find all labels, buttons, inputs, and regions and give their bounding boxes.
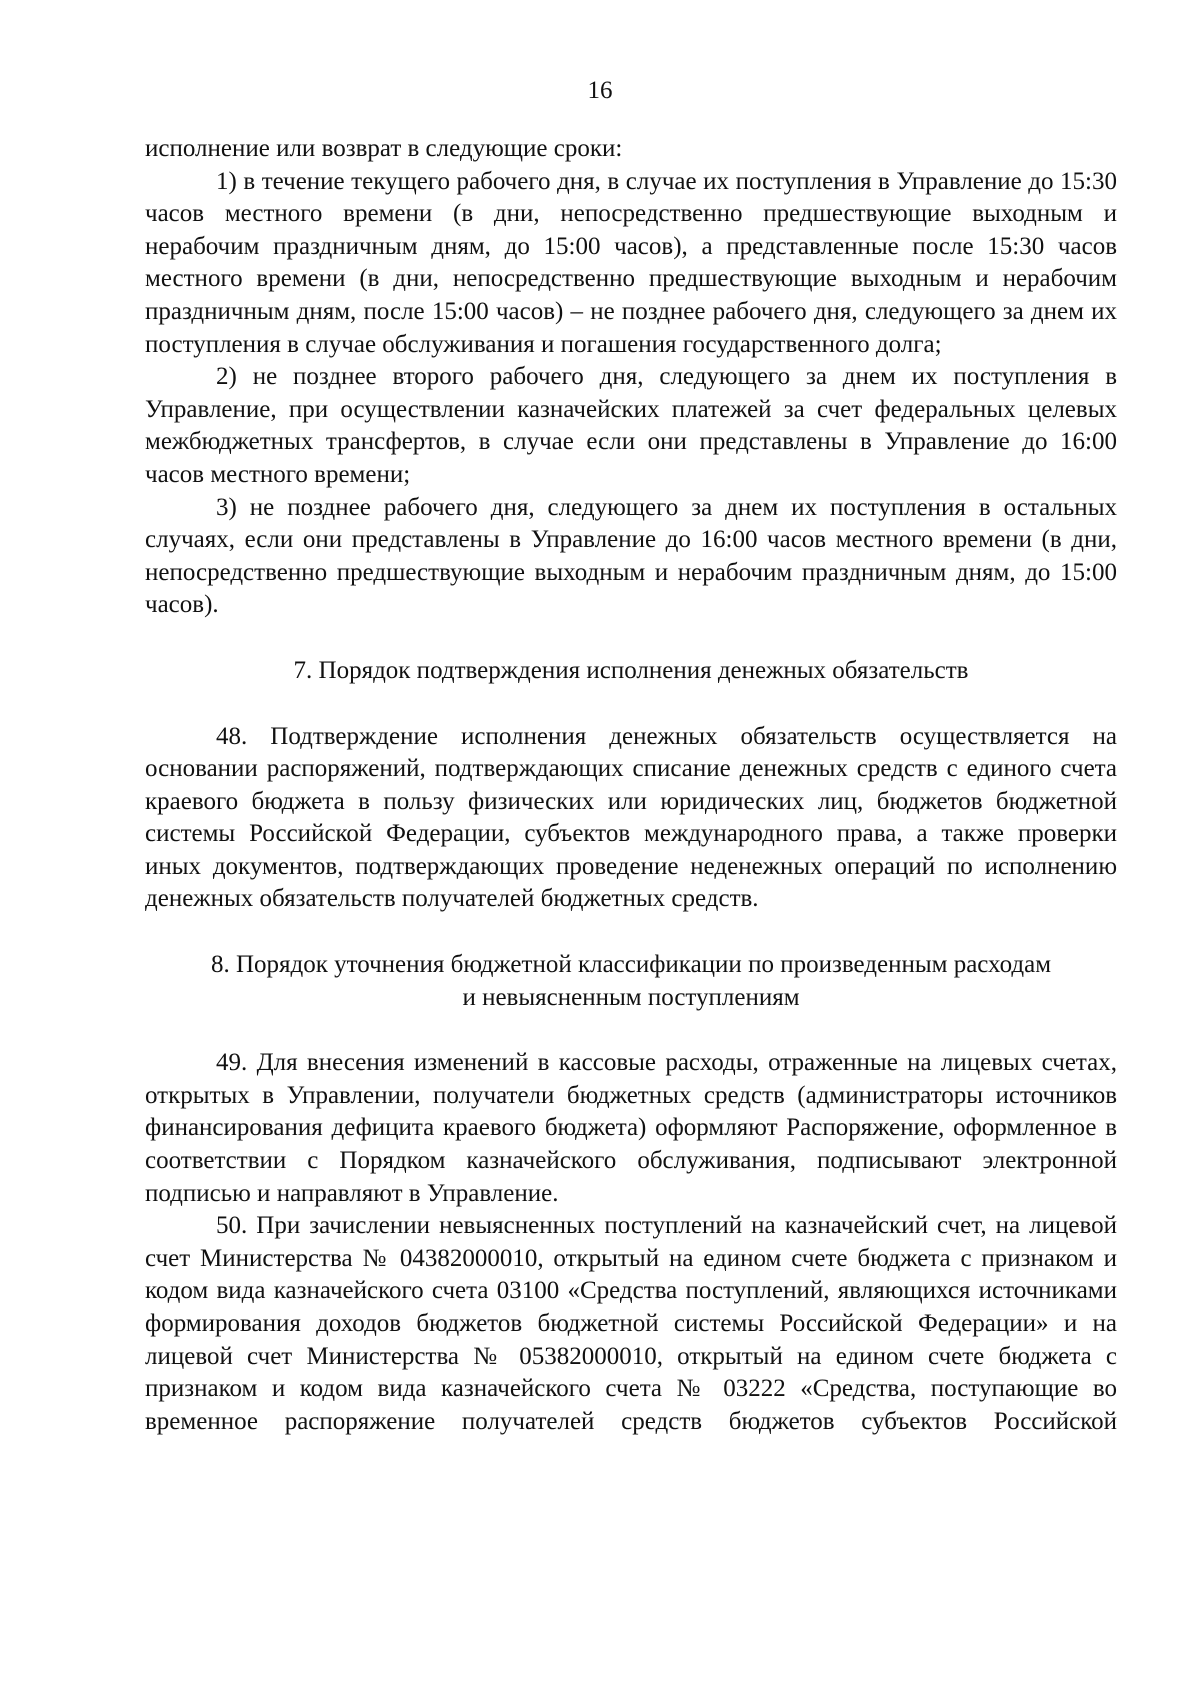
paragraph-50: 50. При зачислении невыясненных поступлений на казначейский счет, на лицевой счет Министерства № 04382000010, открытый на едином счете бюджета с признаком и кодом вида казначейского счета 03100 «Средства поступлений, являющихся источниками формирования доходов бюджетов бюджетной системы Российской Федерации» и на лицевой счет Министерства № 05382000010, открытый на едином счете бюджета с признаком и кодом вида казначейского счета № 03222 «Средства, поступающие во временное распоряжение получателей средств бюджетов субъектов Российской [145,1212,1117,1435]
spacer [145,1014,1117,1047]
section-8-heading-line-2: и невыясненным поступлениям [462,983,800,1011]
spacer [145,688,1117,721]
paragraph-49: 49. Для внесения изменений в кассовые расходы, отраженные на лицевых счетах, открытых в Управлении, получатели бюджетных средств (администраторы источников финансирования дефицита краевого бюджета) оформляют Распоряжение, оформленное в соответствии с Порядком казначейского обслуживания, подписывают электронной подписью и направляют в Управление. [145,1049,1117,1207]
paragraph-item-2: 2) не позднее второго рабочего дня, следующего за днем их поступления в Управление, при осуществлении казначейских платежей за счет федеральных целевых межбюджетных трансфертов, в случае если они представлены в Управление до 16:00 часов местного времени; [145,363,1117,488]
page-number: 16 [587,77,613,104]
paragraph-item-3: 3) не позднее рабочего дня, следующего за днем их поступления в остальных случаях, если они представлены в Управление до 16:00 часов местного времени (в дни, непосредственно предшествующие выходным и нерабочим праздничным дням, до 15:00 часов). [145,493,1117,619]
spacer [145,622,1117,655]
spacer [145,916,1117,949]
document-body [145,133,1117,1438]
section-7-heading: 7. Порядок подтверждения исполнения денежных обязательств [293,656,969,684]
section-8-heading-line-1: 8. Порядок уточнения бюджетной классификации по произведенным расходам [210,951,1052,979]
paragraph-48: 48. Подтверждение исполнения денежных обязательств осуществляется на основании распоряжений, подтверждающих списание денежных средств с единого счета краевого бюджета в пользу физических или юридических лиц, бюджетов бюджетной системы Российской Федерации, субъектов международного права, а также проверки иных документов, подтверждающих проведение неденежных операций по исполнению денежных обязательств получателей бюджетных средств. [145,722,1117,913]
paragraph-continuation: исполнение или возврат в следующие сроки: [145,135,623,162]
section-8-heading [145,949,1117,1014]
paragraph-item-1: 1) в течение текущего рабочего дня, в случае их поступления в Управление до 15:30 часов местного времени (в дни, непосредственно предшествующие выходным и нерабочим праздничным дням, до 15:00 часов), а представленные после 15:30 часов местного времени (в дни, непосредственно предшествующие выходным и нерабочим праздничным дням, после 15:00 часов) – не позднее рабочего дня, следующего за днем их поступления в случае обслуживания и погашения государственного долга; [145,167,1117,358]
